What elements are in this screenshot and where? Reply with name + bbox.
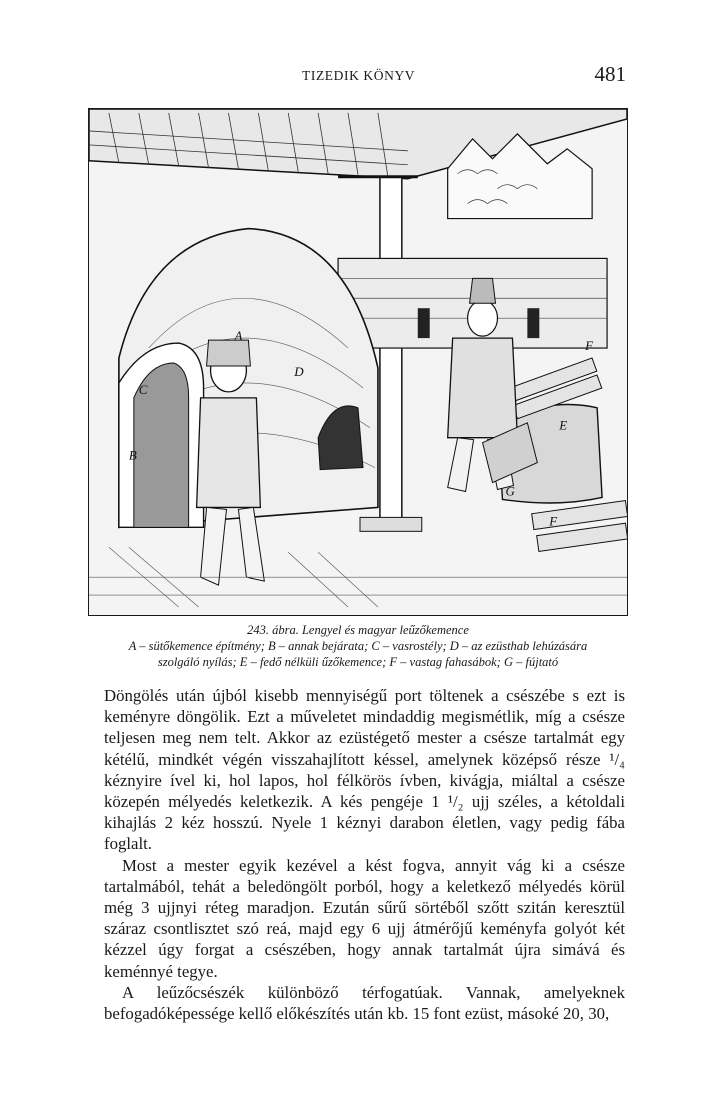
figure-label-c: C — [138, 381, 148, 397]
paragraph-2: Most a mester egyik kezével a kést fogva, annyit vág ki a csésze tartalmából, tehát a beledöngölt porból, hogy a keletkező mélyedés körül még 3 ujjnyi réteg maradjon. Ezután sűrű sörtéből szőtt szitán keresztül száraz csontlisztet szó reá, majd egy 6 ujj átmérőjű keményfa golyót két kézzel úgy forgat a csészében, hogy annak tartalmát újra simává és keménnyé tegye. — [104, 855, 625, 981]
caption-title: 243. ábra. Lengyel és magyar leűzőkemence — [247, 623, 469, 637]
caption-line-2: A – sütőkemence építmény; B – annak bejárata; C – vasrostély; D – az ezüsthab lehúzására — [128, 639, 588, 653]
woodcut-illustration — [88, 108, 628, 616]
figure-label-b: B — [128, 447, 137, 463]
page-header — [90, 62, 630, 92]
caption-line-3: szolgáló nyílás; E – fedő nélküli űzőkemence; F – vastag fahasábok; G – fújtató — [157, 655, 559, 669]
figure-label-f2: F — [549, 513, 558, 529]
figure-caption — [88, 622, 628, 670]
woodcut-drawing — [89, 109, 627, 615]
figure-label-g: G — [505, 483, 515, 499]
figure-label-e: E — [559, 417, 568, 433]
paragraph-3: A leűzőcsészék különböző térfogatúak. Vannak, amelyeknek befogadóképessége kellő előkészítés után kb. 15 font ezüst, másoké 20, 30, — [104, 982, 625, 1024]
figure-label-d: D — [294, 363, 304, 379]
figure-label-a: A — [234, 328, 243, 344]
page-number: 481 — [594, 62, 626, 86]
paragraph-1: Döngölés után újból kisebb mennyiségű port töltenek a csészébe s ezt is keményre döngölik. Ezt a műveletet mindaddig megismétlik, míg a csésze teljesen meg nem telt. Akkor az ezüstégető mester a csésze tartalmát egy kétélű, mindkét végén visszahajlított késsel, amelynek középső része ¹/₄ kéznyire ível ki, hol lapos, hol félkörös ívben, kivágja, miáltal a csésze közepén mélyedés keletkezik. A kés pengéje 1 ¹/₂ ujj széles, a kétoldali kihajlás 2 kéz hosszú. Nyele 1 kéznyi darabon életlen, vagy pedig fába foglalt. — [104, 686, 625, 854]
body-text — [104, 685, 625, 1024]
running-head: TIZEDIK KÖNYV — [302, 68, 416, 83]
figure-label-f1: F — [585, 338, 594, 354]
